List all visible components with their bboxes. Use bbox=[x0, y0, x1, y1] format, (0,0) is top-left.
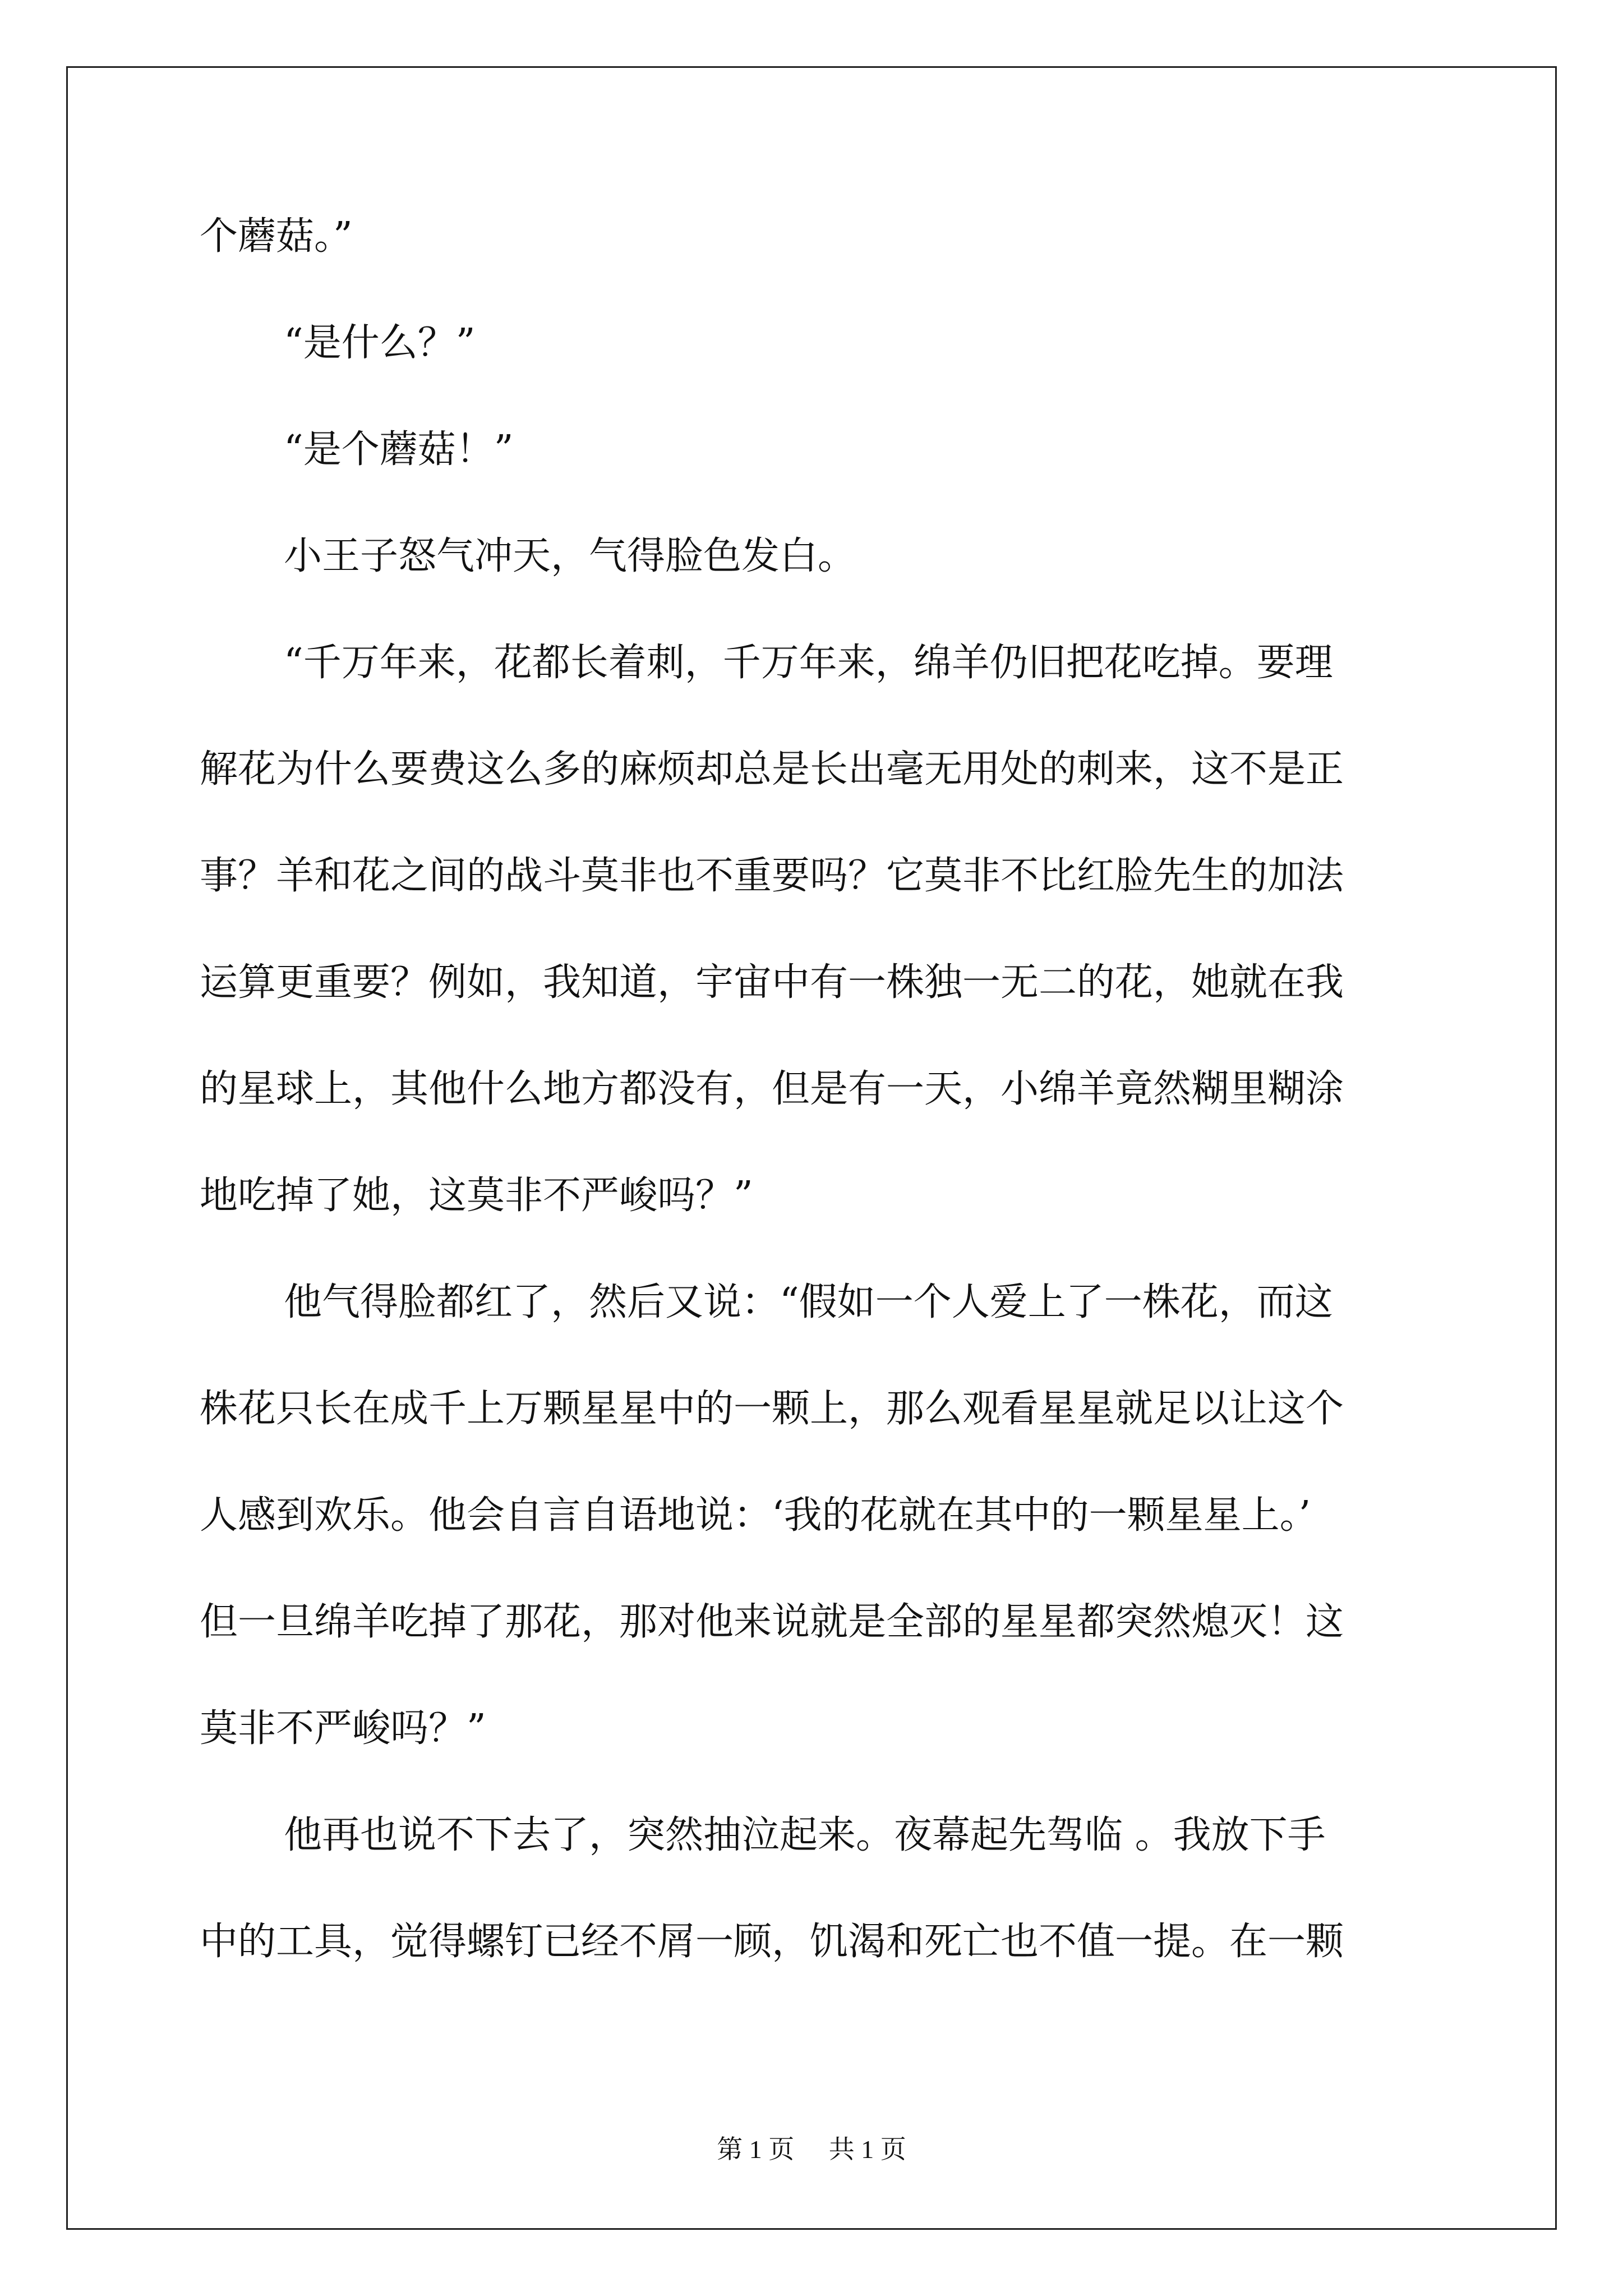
text-line: 解花为什么要费这么多的麻烦却总是长出毫无用处的刺来，这不是正 bbox=[200, 747, 1344, 792]
page-total: 共 1 页 bbox=[828, 2135, 906, 2164]
text-line: 人感到欢乐。他会自言自语地说：‘我的花就在其中的一颗星星上。’ bbox=[200, 1493, 1311, 1538]
text-line: “是什么？” bbox=[284, 321, 476, 365]
text-line: 株花只长在成千上万颗星星中的一颗上，那么观看星星就足以让这个 bbox=[200, 1387, 1344, 1431]
text-line: 小王子怒气冲天，气得脸色发白。 bbox=[284, 534, 856, 578]
text-line: 运算更重要？例如，我知道，宇宙中有一株独一无二的花，她就在我 bbox=[200, 960, 1344, 1005]
page-border bbox=[66, 66, 1557, 2230]
text-line: “千万年来，花都长着刺，千万年来，绵羊仍旧把花吃掉。要理 bbox=[284, 641, 1333, 685]
text-line: “是个蘑菇！” bbox=[284, 427, 514, 472]
text-line: 他再也说不下去了，突然抽泣起来。夜幕起先驾临 。我放下手 bbox=[284, 1813, 1326, 1857]
text-line: 地吃掉了她，这莫非不严峻吗？” bbox=[200, 1174, 753, 1218]
text-line: 个蘑菇。” bbox=[200, 214, 353, 259]
text-line: 事？羊和花之间的战斗莫非也不重要吗？它莫非不比红脸先生的加法 bbox=[200, 854, 1344, 898]
text-line: 莫非不严峻吗？” bbox=[200, 1706, 486, 1751]
page-footer bbox=[0, 2129, 1623, 2166]
text-line: 他气得脸都红了，然后又说：“假如一个人爱上了一株花，而这 bbox=[284, 1280, 1333, 1324]
page-number: 第 1 页 bbox=[717, 2135, 795, 2164]
text-line: 的星球上，其他什么地方都没有，但是有一天，小绵羊竟然糊里糊涂 bbox=[200, 1067, 1344, 1111]
text-line: 中的工具，觉得螺钉已经不屑一顾，饥渴和死亡也不值一提。在一颗 bbox=[200, 1920, 1344, 1964]
text-line: 但一旦绵羊吃掉了那花，那对他来说就是全部的星星都突然熄灭！这 bbox=[200, 1600, 1344, 1644]
